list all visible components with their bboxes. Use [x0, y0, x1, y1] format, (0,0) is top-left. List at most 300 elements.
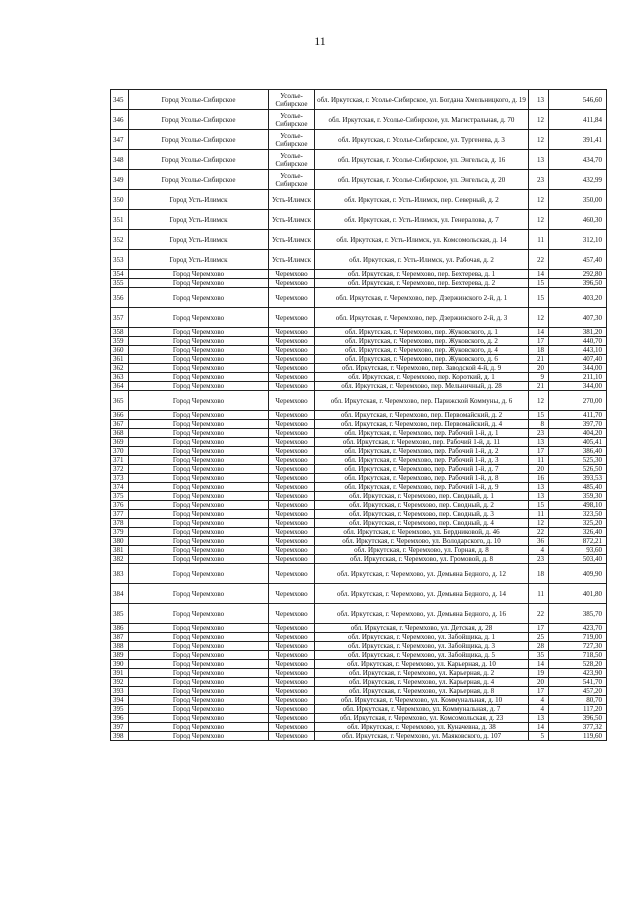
- address-cell: обл. Иркутская, г. Черемхово, ул. Демьяна Бедного, д. 16: [315, 604, 529, 624]
- locality-cell: Черемхово: [269, 633, 315, 642]
- address-cell: обл. Иркутская, г. Усолье-Сибирское, ул. Тургенева, д. 3: [315, 130, 529, 150]
- municipality-cell: Город Черемхово: [129, 483, 269, 492]
- table-row: [111, 447, 607, 456]
- residents-count-cell: 35: [529, 651, 549, 660]
- row-number-cell: 346: [111, 110, 129, 130]
- table-row: [111, 391, 607, 411]
- area-cell: 385,70: [549, 604, 607, 624]
- table-row: [111, 705, 607, 714]
- table-row: [111, 564, 607, 584]
- locality-cell: Черемхово: [269, 678, 315, 687]
- table-row: [111, 696, 607, 705]
- table-row: [111, 411, 607, 420]
- area-cell: 407,40: [549, 355, 607, 364]
- residents-count-cell: 13: [529, 483, 549, 492]
- locality-cell: Черемхово: [269, 355, 315, 364]
- table-row: [111, 465, 607, 474]
- table-row: [111, 110, 607, 130]
- residents-count-cell: 20: [529, 465, 549, 474]
- municipality-cell: Город Черемхово: [129, 438, 269, 447]
- row-number-cell: 365: [111, 391, 129, 411]
- row-number-cell: 397: [111, 723, 129, 732]
- table-row: [111, 687, 607, 696]
- municipality-cell: Город Черемхово: [129, 584, 269, 604]
- municipality-cell: Город Усть-Илимск: [129, 250, 269, 270]
- row-number-cell: 356: [111, 288, 129, 308]
- row-number-cell: 391: [111, 669, 129, 678]
- row-number-cell: 367: [111, 420, 129, 429]
- residents-count-cell: 4: [529, 696, 549, 705]
- address-cell: обл. Иркутская, г. Черемхово, ул. Громовой, д. 8: [315, 555, 529, 564]
- row-number-cell: 385: [111, 604, 129, 624]
- municipality-cell: Город Черемхово: [129, 678, 269, 687]
- locality-cell: Черемхово: [269, 714, 315, 723]
- locality-cell: Черемхово: [269, 411, 315, 420]
- table-row: [111, 474, 607, 483]
- table-body: [111, 90, 607, 741]
- residents-count-cell: 11: [529, 456, 549, 465]
- locality-cell: Черемхово: [269, 438, 315, 447]
- area-cell: 546,60: [549, 90, 607, 110]
- locality-cell: Черемхово: [269, 364, 315, 373]
- table-row: [111, 651, 607, 660]
- area-cell: 350,00: [549, 190, 607, 210]
- table-row: [111, 714, 607, 723]
- table-row: [111, 382, 607, 391]
- address-cell: обл. Иркутская, г. Черемхово, пер. Жуковского, д. 6: [315, 355, 529, 364]
- address-cell: обл. Иркутская, г. Черемхово, ул. Детская, д. 28: [315, 624, 529, 633]
- municipality-cell: Город Черемхово: [129, 714, 269, 723]
- locality-cell: Черемхово: [269, 328, 315, 337]
- address-cell: обл. Иркутская, г. Черемхово, пер. Заводской 4-й, д. 9: [315, 364, 529, 373]
- municipality-cell: Город Черемхово: [129, 651, 269, 660]
- residents-count-cell: 12: [529, 391, 549, 411]
- table-row: [111, 642, 607, 651]
- municipality-cell: Город Черемхово: [129, 660, 269, 669]
- address-cell: обл. Иркутская, г. Черемхово, пер. Рабочий 1-й, д. 1: [315, 429, 529, 438]
- address-cell: обл. Иркутская, г. Черемхово, пер. Сводный, д. 3: [315, 510, 529, 519]
- table-row: [111, 723, 607, 732]
- row-number-cell: 359: [111, 337, 129, 346]
- municipality-cell: Город Черемхово: [129, 687, 269, 696]
- row-number-cell: 398: [111, 732, 129, 741]
- area-cell: 270,00: [549, 391, 607, 411]
- address-cell: обл. Иркутская, г. Черемхово, пер. Бехтерева, д. 2: [315, 279, 529, 288]
- municipality-cell: Город Черемхово: [129, 732, 269, 741]
- address-cell: обл. Иркутская, г. Черемхово, пер. Сводный, д. 1: [315, 492, 529, 501]
- locality-cell: Черемхово: [269, 604, 315, 624]
- row-number-cell: 375: [111, 492, 129, 501]
- residents-count-cell: 17: [529, 624, 549, 633]
- residents-count-cell: 25: [529, 633, 549, 642]
- table-row: [111, 624, 607, 633]
- residents-count-cell: 13: [529, 438, 549, 447]
- residents-count-cell: 15: [529, 501, 549, 510]
- row-number-cell: 373: [111, 474, 129, 483]
- address-cell: обл. Иркутская, г. Усолье-Сибирское, ул. Энгельса, д. 20: [315, 170, 529, 190]
- municipality-cell: Город Черемхово: [129, 510, 269, 519]
- residents-count-cell: 22: [529, 528, 549, 537]
- residents-count-cell: 23: [529, 555, 549, 564]
- locality-cell: Черемхово: [269, 391, 315, 411]
- municipality-cell: Город Усть-Илимск: [129, 190, 269, 210]
- municipality-cell: Город Усолье-Сибирское: [129, 170, 269, 190]
- area-cell: 498,10: [549, 501, 607, 510]
- municipality-cell: Город Черемхово: [129, 624, 269, 633]
- residents-count-cell: 14: [529, 723, 549, 732]
- municipality-cell: Город Черемхово: [129, 546, 269, 555]
- locality-cell: Черемхово: [269, 456, 315, 465]
- area-cell: 377,32: [549, 723, 607, 732]
- locality-cell: Черемхово: [269, 696, 315, 705]
- row-number-cell: 357: [111, 308, 129, 328]
- area-cell: 403,20: [549, 288, 607, 308]
- row-number-cell: 368: [111, 429, 129, 438]
- locality-cell: Черемхово: [269, 474, 315, 483]
- residents-count-cell: 21: [529, 382, 549, 391]
- table-row: [111, 528, 607, 537]
- address-cell: обл. Иркутская, г. Черемхово, ул. Забойщика, д. 5: [315, 651, 529, 660]
- locality-cell: Усть-Илимск: [269, 250, 315, 270]
- residents-count-cell: 12: [529, 519, 549, 528]
- area-cell: 397,70: [549, 420, 607, 429]
- residents-count-cell: 20: [529, 678, 549, 687]
- locality-cell: Усть-Илимск: [269, 190, 315, 210]
- table-row: [111, 633, 607, 642]
- area-cell: 325,20: [549, 519, 607, 528]
- area-cell: 541,70: [549, 678, 607, 687]
- area-cell: 411,84: [549, 110, 607, 130]
- locality-cell: Черемхово: [269, 651, 315, 660]
- municipality-cell: Город Черемхово: [129, 669, 269, 678]
- row-number-cell: 366: [111, 411, 129, 420]
- residents-count-cell: 12: [529, 130, 549, 150]
- table-row: [111, 669, 607, 678]
- locality-cell: Черемхово: [269, 447, 315, 456]
- row-number-cell: 354: [111, 270, 129, 279]
- housing-register-table: [110, 89, 607, 741]
- area-cell: 503,40: [549, 555, 607, 564]
- area-cell: 434,70: [549, 150, 607, 170]
- residents-count-cell: 16: [529, 474, 549, 483]
- residents-count-cell: 36: [529, 537, 549, 546]
- area-cell: 525,30: [549, 456, 607, 465]
- address-cell: обл. Иркутская, г. Черемхово, пер. Мельничный, д. 28: [315, 382, 529, 391]
- area-cell: 440,70: [549, 337, 607, 346]
- area-cell: 393,53: [549, 474, 607, 483]
- municipality-cell: Город Черемхово: [129, 328, 269, 337]
- address-cell: обл. Иркутская, г. Черемхово, пер. Сводный, д. 4: [315, 519, 529, 528]
- address-cell: обл. Иркутская, г. Усть-Илимск, ул. Рабочая, д. 2: [315, 250, 529, 270]
- locality-cell: Черемхово: [269, 546, 315, 555]
- municipality-cell: Город Черемхово: [129, 456, 269, 465]
- residents-count-cell: 17: [529, 337, 549, 346]
- locality-cell: Черемхово: [269, 528, 315, 537]
- municipality-cell: Город Черемхово: [129, 696, 269, 705]
- area-cell: 528,20: [549, 660, 607, 669]
- address-cell: обл. Иркутская, г. Усолье-Сибирское, ул. Магистральная, д. 70: [315, 110, 529, 130]
- address-cell: обл. Иркутская, г. Черемхово, ул. Демьяна Бедного, д. 12: [315, 564, 529, 584]
- municipality-cell: Город Черемхово: [129, 465, 269, 474]
- area-cell: 292,80: [549, 270, 607, 279]
- area-cell: 396,50: [549, 279, 607, 288]
- locality-cell: Черемхово: [269, 669, 315, 678]
- row-number-cell: 386: [111, 624, 129, 633]
- row-number-cell: 374: [111, 483, 129, 492]
- table-row: [111, 519, 607, 528]
- residents-count-cell: 22: [529, 250, 549, 270]
- area-cell: 457,20: [549, 687, 607, 696]
- address-cell: обл. Иркутская, г. Черемхово, ул. Карьерная, д. 8: [315, 687, 529, 696]
- address-cell: обл. Иркутская, г. Усолье-Сибирское, ул. Богдана Хмельницкого, д. 19: [315, 90, 529, 110]
- row-number-cell: 364: [111, 382, 129, 391]
- address-cell: обл. Иркутская, г. Черемхово, пер. Рабочий 1-й, д. 8: [315, 474, 529, 483]
- area-cell: 719,00: [549, 633, 607, 642]
- locality-cell: Черемхово: [269, 279, 315, 288]
- area-cell: 411,70: [549, 411, 607, 420]
- table-row: [111, 230, 607, 250]
- row-number-cell: 362: [111, 364, 129, 373]
- area-cell: 404,20: [549, 429, 607, 438]
- residents-count-cell: 5: [529, 732, 549, 741]
- residents-count-cell: 13: [529, 492, 549, 501]
- locality-cell: Черемхово: [269, 492, 315, 501]
- municipality-cell: Город Черемхово: [129, 537, 269, 546]
- municipality-cell: Город Черемхово: [129, 555, 269, 564]
- residents-count-cell: 13: [529, 150, 549, 170]
- municipality-cell: Город Усолье-Сибирское: [129, 150, 269, 170]
- area-cell: 344,00: [549, 364, 607, 373]
- row-number-cell: 392: [111, 678, 129, 687]
- row-number-cell: 377: [111, 510, 129, 519]
- locality-cell: Черемхово: [269, 642, 315, 651]
- area-cell: 344,00: [549, 382, 607, 391]
- locality-cell: Черемхово: [269, 308, 315, 328]
- locality-cell: Черемхово: [269, 687, 315, 696]
- address-cell: обл. Иркутская, г. Черемхово, пер. Бехтерева, д. 1: [315, 270, 529, 279]
- municipality-cell: Город Черемхово: [129, 501, 269, 510]
- address-cell: обл. Иркутская, г. Черемхово, пер. Рабочий 1-й, д. 2: [315, 447, 529, 456]
- table-row: [111, 328, 607, 337]
- row-number-cell: 370: [111, 447, 129, 456]
- locality-cell: Усолье-Сибирское: [269, 150, 315, 170]
- table-row: [111, 438, 607, 447]
- locality-cell: Черемхово: [269, 420, 315, 429]
- residents-count-cell: 11: [529, 510, 549, 519]
- residents-count-cell: 8: [529, 420, 549, 429]
- area-cell: 872,21: [549, 537, 607, 546]
- area-cell: 391,41: [549, 130, 607, 150]
- table-row: [111, 190, 607, 210]
- address-cell: обл. Иркутская, г. Черемхово, пер. Сводный, д. 2: [315, 501, 529, 510]
- row-number-cell: 350: [111, 190, 129, 210]
- locality-cell: Черемхово: [269, 705, 315, 714]
- row-number-cell: 381: [111, 546, 129, 555]
- locality-cell: Черемхово: [269, 723, 315, 732]
- row-number-cell: 383: [111, 564, 129, 584]
- municipality-cell: Город Усолье-Сибирское: [129, 90, 269, 110]
- table-row: [111, 279, 607, 288]
- residents-count-cell: 13: [529, 714, 549, 723]
- table-row: [111, 501, 607, 510]
- table-row: [111, 288, 607, 308]
- locality-cell: Черемхово: [269, 624, 315, 633]
- address-cell: обл. Иркутская, г. Усолье-Сибирское, ул. Энгельса, д. 16: [315, 150, 529, 170]
- locality-cell: Усть-Илимск: [269, 210, 315, 230]
- municipality-cell: Город Черемхово: [129, 391, 269, 411]
- locality-cell: Черемхово: [269, 288, 315, 308]
- residents-count-cell: 15: [529, 411, 549, 420]
- table-row: [111, 555, 607, 564]
- address-cell: обл. Иркутская, г. Черемхово, ул. Маяковского, д. 107: [315, 732, 529, 741]
- table-row: [111, 250, 607, 270]
- locality-cell: Черемхово: [269, 537, 315, 546]
- locality-cell: Черемхово: [269, 429, 315, 438]
- residents-count-cell: 14: [529, 328, 549, 337]
- residents-count-cell: 28: [529, 642, 549, 651]
- area-cell: 381,20: [549, 328, 607, 337]
- area-cell: 457,40: [549, 250, 607, 270]
- table-row: [111, 346, 607, 355]
- area-cell: 117,20: [549, 705, 607, 714]
- municipality-cell: Город Черемхово: [129, 337, 269, 346]
- table-row: [111, 604, 607, 624]
- address-cell: обл. Иркутская, г. Черемхово, пер. Парижской Коммуны, д. 6: [315, 391, 529, 411]
- residents-count-cell: 18: [529, 346, 549, 355]
- row-number-cell: 358: [111, 328, 129, 337]
- municipality-cell: Город Черемхово: [129, 492, 269, 501]
- locality-cell: Усолье-Сибирское: [269, 170, 315, 190]
- table-row: [111, 678, 607, 687]
- row-number-cell: 382: [111, 555, 129, 564]
- residents-count-cell: 15: [529, 279, 549, 288]
- table-row: [111, 537, 607, 546]
- municipality-cell: Город Черемхово: [129, 411, 269, 420]
- locality-cell: Черемхово: [269, 564, 315, 584]
- residents-count-cell: 12: [529, 190, 549, 210]
- residents-count-cell: 23: [529, 429, 549, 438]
- residents-count-cell: 4: [529, 705, 549, 714]
- municipality-cell: Город Усть-Илимск: [129, 230, 269, 250]
- address-cell: обл. Иркутская, г. Усть-Илимск, ул. Комсомольская, д. 14: [315, 230, 529, 250]
- area-cell: 401,80: [549, 584, 607, 604]
- table-row: [111, 429, 607, 438]
- municipality-cell: Город Черемхово: [129, 364, 269, 373]
- municipality-cell: Город Черемхово: [129, 279, 269, 288]
- row-number-cell: 389: [111, 651, 129, 660]
- area-cell: 727,30: [549, 642, 607, 651]
- row-number-cell: 352: [111, 230, 129, 250]
- residents-count-cell: 21: [529, 355, 549, 364]
- address-cell: обл. Иркутская, г. Черемхово, ул. Забойщика, д. 3: [315, 642, 529, 651]
- area-cell: 718,50: [549, 651, 607, 660]
- locality-cell: Усолье-Сибирское: [269, 90, 315, 110]
- address-cell: обл. Иркутская, г. Черемхово, пер. Короткий, д. 1: [315, 373, 529, 382]
- row-number-cell: 355: [111, 279, 129, 288]
- municipality-cell: Город Черемхово: [129, 519, 269, 528]
- municipality-cell: Город Черемхово: [129, 474, 269, 483]
- row-number-cell: 384: [111, 584, 129, 604]
- locality-cell: Черемхово: [269, 465, 315, 474]
- municipality-cell: Город Черемхово: [129, 346, 269, 355]
- municipality-cell: Город Черемхово: [129, 308, 269, 328]
- residents-count-cell: 4: [529, 546, 549, 555]
- row-number-cell: 376: [111, 501, 129, 510]
- table-row: [111, 130, 607, 150]
- municipality-cell: Город Усолье-Сибирское: [129, 110, 269, 130]
- table-row: [111, 170, 607, 190]
- address-cell: обл. Иркутская, г. Черемхово, пер. Дзержинского 2-й, д. 1: [315, 288, 529, 308]
- table-row: [111, 492, 607, 501]
- residents-count-cell: 23: [529, 170, 549, 190]
- area-cell: 323,50: [549, 510, 607, 519]
- residents-count-cell: 20: [529, 364, 549, 373]
- residents-count-cell: 22: [529, 604, 549, 624]
- residents-count-cell: 14: [529, 660, 549, 669]
- area-cell: 423,90: [549, 669, 607, 678]
- municipality-cell: Город Черемхово: [129, 270, 269, 279]
- row-number-cell: 371: [111, 456, 129, 465]
- municipality-cell: Город Черемхово: [129, 447, 269, 456]
- residents-count-cell: 11: [529, 584, 549, 604]
- residents-count-cell: 12: [529, 308, 549, 328]
- row-number-cell: 345: [111, 90, 129, 110]
- table-row: [111, 337, 607, 346]
- residents-count-cell: 12: [529, 110, 549, 130]
- locality-cell: Черемхово: [269, 555, 315, 564]
- row-number-cell: 380: [111, 537, 129, 546]
- municipality-cell: Город Черемхово: [129, 373, 269, 382]
- residents-count-cell: 9: [529, 373, 549, 382]
- area-cell: 93,60: [549, 546, 607, 555]
- address-cell: обл. Иркутская, г. Черемхово, ул. Комсомольская, д. 23: [315, 714, 529, 723]
- municipality-cell: Город Черемхово: [129, 382, 269, 391]
- page-number: 11: [314, 34, 326, 48]
- locality-cell: Черемхово: [269, 584, 315, 604]
- area-cell: 526,50: [549, 465, 607, 474]
- municipality-cell: Город Черемхово: [129, 723, 269, 732]
- municipality-cell: Город Черемхово: [129, 429, 269, 438]
- locality-cell: Усолье-Сибирское: [269, 130, 315, 150]
- row-number-cell: 378: [111, 519, 129, 528]
- address-cell: обл. Иркутская, г. Усть-Илимск, ул. Генералова, д. 7: [315, 210, 529, 230]
- area-cell: 432,99: [549, 170, 607, 190]
- address-cell: обл. Иркутская, г. Черемхово, ул. Горная, д. 8: [315, 546, 529, 555]
- address-cell: обл. Иркутская, г. Черемхово, пер. Первомайский, д. 4: [315, 420, 529, 429]
- table-row: [111, 660, 607, 669]
- residents-count-cell: 18: [529, 564, 549, 584]
- table-row: [111, 210, 607, 230]
- area-cell: 405,41: [549, 438, 607, 447]
- municipality-cell: Город Черемхово: [129, 633, 269, 642]
- area-cell: 119,60: [549, 732, 607, 741]
- table-row: [111, 732, 607, 741]
- area-cell: 460,30: [549, 210, 607, 230]
- area-cell: 312,10: [549, 230, 607, 250]
- locality-cell: Черемхово: [269, 519, 315, 528]
- area-cell: 386,40: [549, 447, 607, 456]
- residents-count-cell: 17: [529, 447, 549, 456]
- row-number-cell: 395: [111, 705, 129, 714]
- address-cell: обл. Иркутская, г. Черемхово, пер. Жуковского, д. 2: [315, 337, 529, 346]
- locality-cell: Черемхово: [269, 270, 315, 279]
- address-cell: обл. Иркутская, г. Черемхово, ул. Бердниковой, д. 46: [315, 528, 529, 537]
- table-row: [111, 308, 607, 328]
- area-cell: 485,40: [549, 483, 607, 492]
- row-number-cell: 387: [111, 633, 129, 642]
- table-row: [111, 90, 607, 110]
- row-number-cell: 372: [111, 465, 129, 474]
